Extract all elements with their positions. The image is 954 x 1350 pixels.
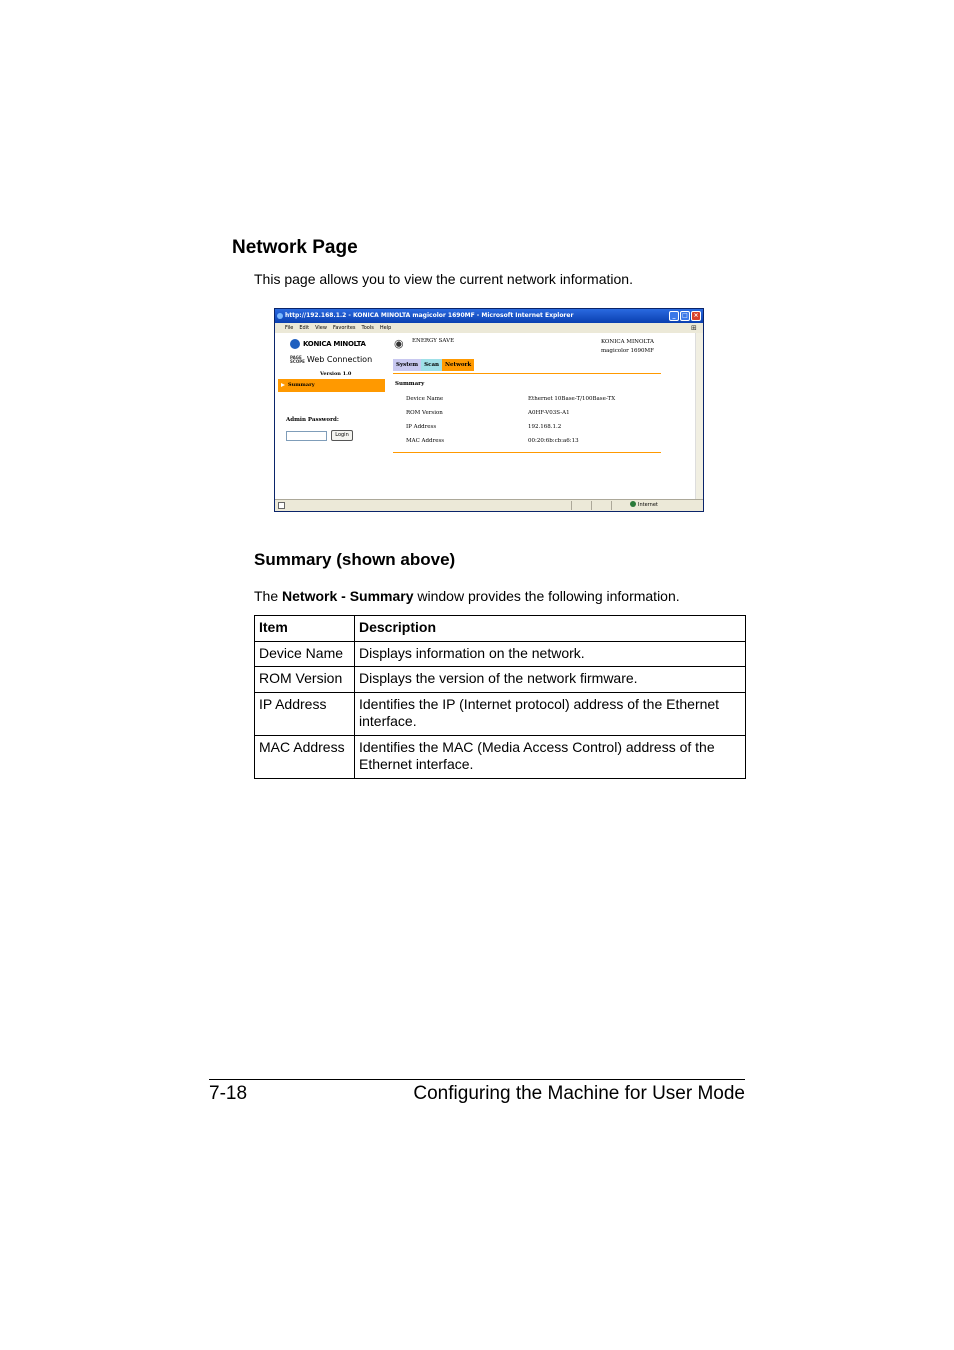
table-row [255, 692, 746, 735]
version-label: Version 1.0 [320, 371, 352, 377]
table-cell-description: Displays information on the network. [355, 641, 746, 667]
browser-statusbar [275, 499, 703, 511]
table-cell-description: Identifies the IP (Internet protocol) address of the Ethernet interface. [355, 692, 746, 735]
close-button[interactable]: × [691, 311, 701, 321]
minimize-button[interactable]: _ [669, 311, 679, 321]
maximize-button[interactable]: □ [680, 311, 690, 321]
info-label-mac-address: MAC Address [406, 438, 445, 444]
menu-help[interactable]: Help [379, 325, 392, 331]
footer-divider [209, 1079, 745, 1080]
energy-save-icon[interactable]: ◉ [394, 337, 404, 350]
vertical-scrollbar[interactable] [695, 333, 703, 499]
divider [393, 373, 661, 374]
info-label-rom-version: ROM Version [406, 410, 443, 416]
browser-menubar [275, 323, 703, 333]
intro-text: This page allows you to view the current network information. [254, 271, 633, 287]
divider [571, 501, 572, 510]
table-header-row [255, 616, 746, 642]
ie-icon [277, 313, 283, 319]
info-value-ip-address: 192.168.1.2 [528, 424, 562, 430]
sidebar-item-summary[interactable]: Summary [278, 379, 385, 392]
energy-save-label: ENERGY SAVE [412, 338, 455, 344]
internet-zone-icon [630, 501, 636, 507]
browser-titlebar [275, 309, 703, 323]
info-label-ip-address: IP Address [406, 424, 437, 430]
pagescope-logo: PAGE SCOPE [290, 354, 305, 364]
info-value-mac-address: 00:20:6b:cb:a6:13 [528, 438, 579, 444]
info-value-device-name: Ethernet 10Base-T/100Base-TX [528, 396, 616, 402]
divider [393, 452, 661, 453]
info-label-device-name: Device Name [406, 396, 444, 402]
table-row [255, 641, 746, 667]
table-cell-item: IP Address [255, 692, 355, 735]
tab-bar [393, 359, 474, 371]
information-table [254, 615, 746, 779]
menu-tools[interactable]: Tools [361, 325, 374, 331]
subsection-title: Summary (shown above) [254, 550, 456, 569]
lead-text: The Network - Summary window provides the following information. [254, 588, 680, 604]
browser-title: http://192.168.1.2 - KONICA MINOLTA magicolor 1690MF - Microsoft Internet Explorer [285, 312, 574, 319]
menu-edit[interactable]: Edit [299, 325, 310, 331]
info-value-rom-version: A0HF-V03S-A1 [528, 410, 570, 416]
table-cell-description: Identifies the MAC (Media Access Control) address of the Ethernet interface. [355, 735, 746, 778]
browser-window [274, 308, 704, 512]
pagescope-web-connection: PAGE SCOPE Web Connection [290, 354, 373, 364]
chapter-title: Configuring the Machine for User Mode [413, 1083, 745, 1104]
table-row [255, 667, 746, 693]
tab-scan[interactable]: Scan [421, 359, 442, 371]
divider [591, 501, 592, 510]
table-row [255, 735, 746, 778]
table-cell-item: ROM Version [255, 667, 355, 693]
admin-password-label: Admin Password: [286, 417, 339, 423]
divider [611, 501, 612, 510]
brand-name: KONICA MINOLTA [600, 339, 654, 345]
menu-view[interactable]: View [315, 325, 327, 331]
menu-favorites[interactable]: Favorites [332, 325, 356, 331]
admin-password-input[interactable] [286, 431, 327, 441]
security-zone: Internet [630, 500, 658, 511]
page-icon [278, 502, 285, 509]
page-number: 7-18 [209, 1083, 248, 1104]
browser-viewport [275, 333, 703, 499]
table-cell-description: Displays the version of the network firmware. [355, 667, 746, 693]
windows-flag-icon: ⊞ [691, 324, 697, 332]
column-header-item: Item [255, 616, 355, 642]
column-header-description: Description [355, 616, 746, 642]
section-title: Network Page [232, 237, 358, 258]
menu-file[interactable]: File [285, 325, 294, 331]
konica-minolta-logo: KONICA MINOLTA [290, 339, 366, 349]
konica-minolta-logo-icon [290, 339, 300, 349]
table-cell-item: Device Name [255, 641, 355, 667]
summary-heading: Summary [395, 381, 425, 387]
tab-system[interactable]: System [393, 359, 421, 371]
login-button[interactable]: Login [331, 430, 353, 441]
model-name: magicolor 1690MF [600, 348, 654, 354]
tab-network[interactable]: Network [442, 359, 474, 371]
table-cell-item: MAC Address [255, 735, 355, 778]
brand-block [585, 338, 654, 356]
